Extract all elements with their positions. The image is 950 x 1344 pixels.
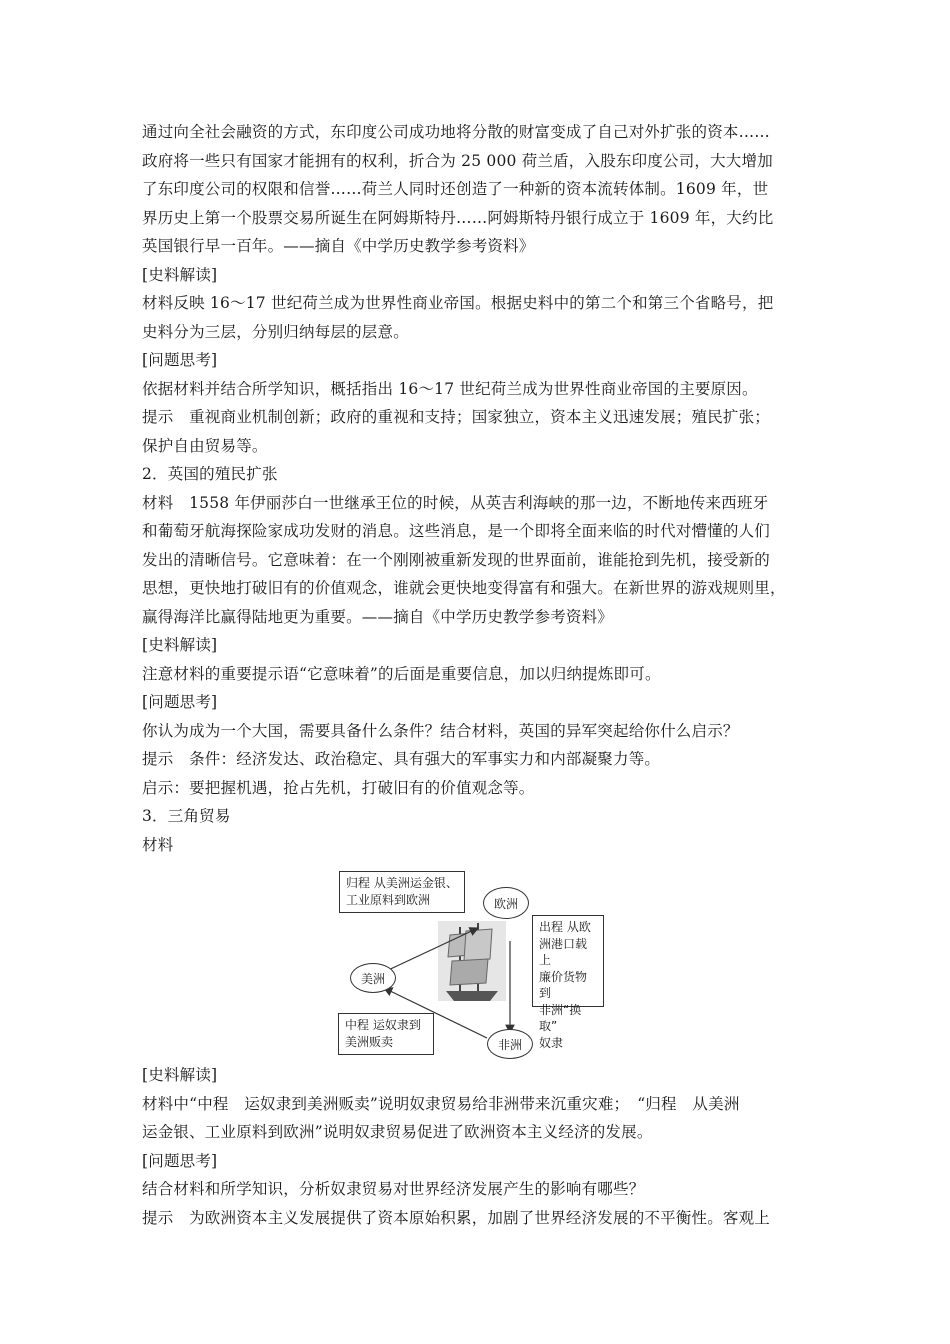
return-leg-line1: 归程 从美洲运金银、: [346, 876, 458, 890]
section-heading: [问题思考]: [142, 351, 218, 369]
node-africa: [487, 1029, 533, 1059]
text-line: 你认为成为一个大国，需要具备什么条件？结合材料，英国的异军突起给你什么启示？: [142, 721, 739, 740]
bottom-text-block: [142, 1061, 822, 1232]
node-europe: [483, 887, 529, 919]
diagram-arrows: [142, 863, 822, 1053]
outbound-leg-line: 非洲“换取”: [539, 1002, 582, 1033]
section-heading: [问题思考]: [142, 1151, 218, 1170]
text-line: 了东印度公司的权限和信誉……荷兰人同时还创造了一种新的资本流转体制。1609 年，世: [142, 180, 769, 198]
outbound-leg-line: 出程 从欧: [539, 920, 591, 934]
outbound-leg-line: 奴隶: [539, 1035, 564, 1050]
outbound-leg-line: 洲港口载上: [539, 936, 588, 967]
text-line: 提示 重视商业机制创新；政府的重视和支持；国家独立，资本主义迅速发展；殖民扩张；: [142, 408, 771, 426]
section-heading: [史料解读]: [142, 265, 218, 284]
section-title: 3．三角贸易: [142, 807, 231, 825]
return-leg-label: [339, 871, 465, 913]
text-line: 英国银行早一百年。——摘自《中学历史教学参考资料》: [142, 237, 535, 255]
node-africa-label: 非洲: [497, 1037, 522, 1052]
text-line: 材料: [142, 835, 174, 854]
text-line: 材料中“中程 运奴隶到美洲贩卖”说明奴隶贸易给非洲带来沉重灾难； “归程 从美洲: [142, 1094, 740, 1113]
text-line: 注意材料的重要提示语“它意味着”的后面是重要信息，加以归纳提炼即可。: [142, 664, 661, 683]
middle-leg-line1: 中程 运奴隶到: [345, 1018, 421, 1032]
text-line: 政府将一些只有国家才能拥有的权利，折合为 25 000 荷兰盾，入股东印度公司，大大增加: [142, 151, 773, 170]
text-line: 材料 1558 年伊丽莎白一世继承王位的时候，从英吉利海峡的那一边，不断地传来西班牙: [142, 493, 769, 512]
return-leg-line2: 工业原料到欧洲: [346, 893, 431, 907]
text-line: 启示：要把握机遇，抢占先机，打破旧有的价值观念等。: [142, 778, 535, 797]
node-america-label: 美洲: [360, 971, 385, 986]
middle-leg-label: [338, 1013, 434, 1055]
node-europe-label: 欧洲: [493, 896, 518, 911]
section-heading: [史料解读]: [142, 636, 218, 654]
text-line: 通过向全社会融资的方式，东印度公司成功地将分散的财富变成了自己对外扩张的资本……: [142, 123, 771, 141]
ship-illustration: [438, 921, 506, 1001]
section-heading: [问题思考]: [142, 693, 218, 711]
text-line: 保护自由贸易等。: [142, 436, 268, 455]
text-line: 思想，更快地打破旧有的价值观念，谁就会更快地变得富有和强大。在新世界的游戏规则里，: [142, 579, 786, 597]
section-heading: [史料解读]: [142, 1066, 218, 1084]
outbound-leg-label: [532, 915, 604, 1050]
text-line: 发出的清晰信号。它意味着：在一个刚刚被重新发现的世界面前，谁能抢到先机，接受新的: [142, 550, 771, 569]
text-line: 赢得海洋比赢得陆地更为重要。——摘自《中学历史教学参考资料》: [142, 607, 614, 626]
outbound-leg-line: 廉价货物到: [539, 969, 588, 1000]
text-line: 史料分为三层，分别归纳每层的层意。: [142, 322, 409, 341]
text-line: 依据材料并结合所学知识，概括指出 16～17 世纪荷兰成为世界性商业帝国的主要原因。: [142, 379, 758, 398]
text-line: 提示 为欧洲资本主义发展提供了资本原始积累，加剧了世界经济发展的不平衡性。客观上: [142, 1208, 771, 1227]
text-line: 提示 条件：经济发达、政治稳定、具有强大的军事实力和内部凝聚力等。: [142, 750, 661, 768]
text-line: 结合材料和所学知识，分析奴隶贸易对世界经济发展产生的影响有哪些？: [142, 1180, 645, 1198]
document-page: [142, 118, 822, 1232]
text-line: 运金银、工业原料到欧洲”说明奴隶贸易促进了欧洲资本主义经济的发展。: [142, 1123, 653, 1141]
middle-leg-line2: 美洲贩卖: [345, 1035, 394, 1049]
top-text-block: [142, 118, 822, 859]
text-line: 界历史上第一个股票交易所诞生在阿姆斯特丹……阿姆斯特丹银行成立于 1609 年，大约比: [142, 208, 774, 227]
section-title: 2．英国的殖民扩张: [142, 465, 278, 483]
text-line: 材料反映 16～17 世纪荷兰成为世界性商业帝国。根据史料中的第二个和第三个省略号，把: [142, 294, 774, 312]
node-america: [350, 963, 396, 993]
text-line: 和葡萄牙航海探险家成功发财的消息。这些消息，是一个即将全面来临的时代对懵懂的人们: [142, 522, 771, 540]
triangle-trade-diagram: [142, 863, 822, 1053]
